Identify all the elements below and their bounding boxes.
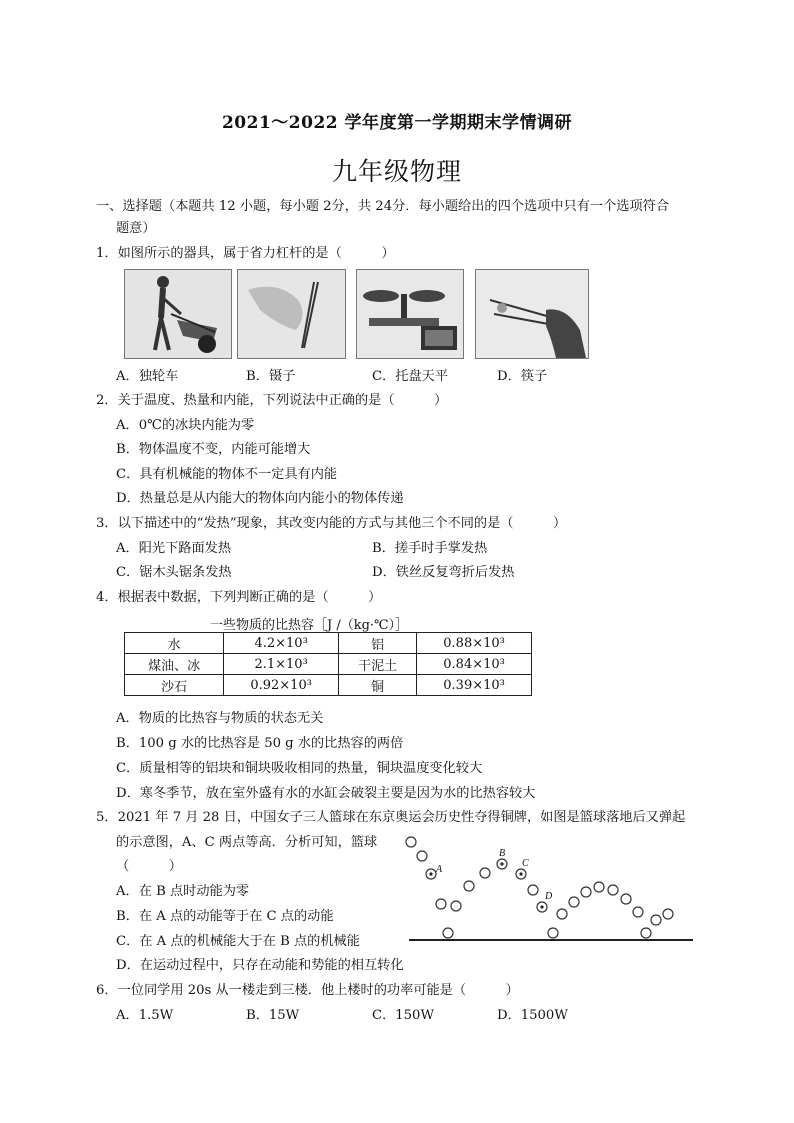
table-row bbox=[125, 633, 532, 654]
point-label-a: A bbox=[436, 864, 443, 875]
q1-option-c: C．托盘天平 bbox=[372, 369, 449, 384]
balance-scale-image bbox=[356, 269, 464, 359]
q3-stem: 3．以下描述中的“发热”现象，其改变内能的方式与其他三个不同的是（ ） bbox=[96, 516, 567, 531]
q5-option-b: B．在 A 点的动能等于在 C 点的动能 bbox=[116, 909, 334, 924]
q2-stem: 2．关于温度、热量和内能，下列说法中正确的是（ ） bbox=[96, 393, 448, 408]
q4-option-a: A．物质的比热容与物质的状态无关 bbox=[116, 711, 324, 726]
q5-option-a: A．在 B 点时动能为零 bbox=[116, 884, 250, 899]
q6-stem: 6．一位同学用 20s 从一楼走到三楼．他上楼时的功率可能是（ ） bbox=[96, 983, 519, 998]
wheelbarrow-image bbox=[124, 269, 232, 359]
q5-option-d: D．在运动过程中，只存在动能和势能的相互转化 bbox=[116, 958, 404, 973]
q3-option-a: A．阳光下路面发热 bbox=[116, 541, 232, 556]
q5-stem: 5．2021 年 7 月 28 日，中国女子三人篮球在东京奥运会历史性夺得铜牌，如图是篮球落地后又弹起 bbox=[96, 810, 686, 825]
q1-option-b: B．镊子 bbox=[246, 369, 296, 384]
point-label-c: C bbox=[522, 858, 529, 869]
q5-answer-blank: （ ） bbox=[116, 859, 182, 874]
q1-stem: 1．如图所示的器具，属于省力杠杆的是（ ） bbox=[96, 246, 395, 261]
exam-title: 2021～2022 学年度第一学期期末学情调研 bbox=[221, 113, 573, 133]
point-label-b: B bbox=[499, 848, 506, 859]
section-heading-cont: 题意） bbox=[116, 221, 156, 236]
point-label-d: D bbox=[545, 891, 553, 902]
table-cell: 0.84×10³ bbox=[417, 654, 532, 675]
q5-stem-cont: 的示意图，A、C 两点等高．分析可知，篮球 bbox=[116, 835, 378, 850]
q6-option-d: D．1500W bbox=[497, 1008, 568, 1023]
table-cell: 水 bbox=[125, 633, 224, 654]
chopsticks-image bbox=[475, 269, 589, 359]
table-cell: 干泥土 bbox=[339, 654, 417, 675]
table-cell: 2.1×10³ bbox=[224, 654, 339, 675]
q3-option-b: B．搓手时手掌发热 bbox=[372, 541, 488, 556]
q1-option-d: D．筷子 bbox=[497, 369, 548, 384]
table-cell: 0.39×10³ bbox=[417, 675, 532, 696]
q4-option-c: C．质量相等的铝块和铜块吸收相同的热量，铜块温度变化较大 bbox=[116, 761, 483, 776]
q6-option-b: B．15W bbox=[246, 1008, 300, 1023]
q1-option-a: A．独轮车 bbox=[116, 369, 179, 384]
table-cell: 沙石 bbox=[125, 675, 224, 696]
q2-option-b: B．物体温度不变，内能可能增大 bbox=[116, 442, 311, 457]
q4-option-d: D．寒冬季节，放在室外盛有水的水缸会破裂主要是因为水的比热容较大 bbox=[116, 786, 536, 801]
bouncing-ball-diagram bbox=[405, 832, 695, 947]
q4-stem: 4．根据表中数据，下列判断正确的是（ ） bbox=[96, 590, 382, 605]
q6-option-c: C．150W bbox=[372, 1008, 435, 1023]
q6-option-a: A．1.5W bbox=[116, 1008, 174, 1023]
table-row bbox=[125, 654, 532, 675]
q2-option-a: A．0℃的冰块内能为零 bbox=[116, 418, 255, 433]
tweezers-image bbox=[237, 269, 346, 359]
table-cell: 0.88×10³ bbox=[417, 633, 532, 654]
subject-title: 九年级物理 bbox=[331, 157, 462, 186]
q3-option-d: D．铁丝反复弯折后发热 bbox=[372, 565, 515, 580]
table-caption: 一些物质的比热容［J /（kg·℃）］ bbox=[210, 618, 409, 633]
q5-option-c: C．在 A 点的机械能大于在 B 点的机械能 bbox=[116, 934, 360, 949]
table-cell: 铝 bbox=[339, 633, 417, 654]
q2-option-c: C．具有机械能的物体不一定具有内能 bbox=[116, 467, 338, 482]
table-cell: 4.2×10³ bbox=[224, 633, 339, 654]
table-cell: 0.92×10³ bbox=[224, 675, 339, 696]
table-cell: 煤油、冰 bbox=[125, 654, 224, 675]
section-heading: 一、选择题（本题共 12 小题，每小题 2分，共 24分．每小题给出的四个选项中只有一个选项符合 bbox=[96, 199, 670, 214]
q3-option-c: C．锯木头锯条发热 bbox=[116, 565, 232, 580]
specific-heat-table bbox=[124, 632, 532, 696]
table-row bbox=[125, 675, 532, 696]
q4-option-b: B．100 g 水的比热容是 50 g 水的比热容的两倍 bbox=[116, 736, 404, 751]
table-cell: 铜 bbox=[339, 675, 417, 696]
q2-option-d: D．热量总是从内能大的物体向内能小的物体传递 bbox=[116, 491, 404, 506]
